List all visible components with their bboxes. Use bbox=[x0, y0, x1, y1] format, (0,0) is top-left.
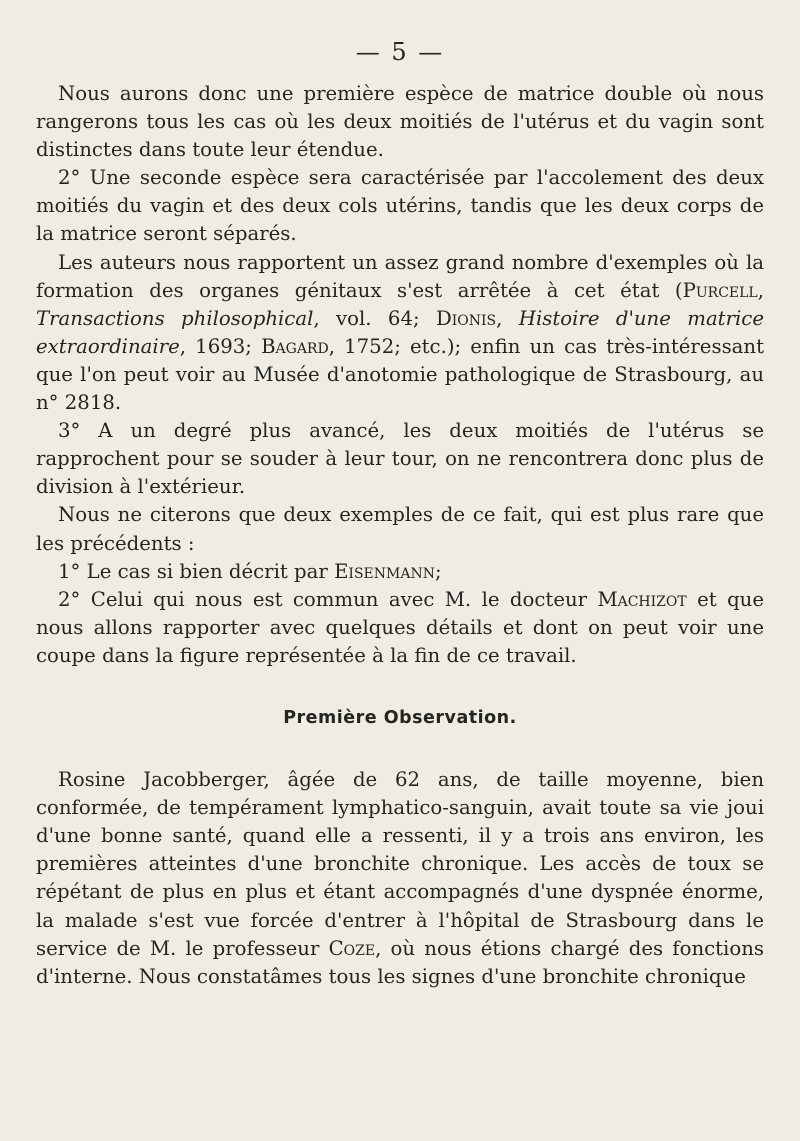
paragraph: Rosine Jacobberger, âgée de 62 ans, de taille moyenne, bien conformée, de tempérament lymphatico-sanguin, avait toute sa vie joui d'une bonne santé, quand elle a ressenti, il y a trois ans environ, les premières atteintes d'une bronchite chronique. Les accès de toux se répétant de plus en plus et étant accompagnés d'une dyspnée énorme, la malade s'est vue forcée d'entrer à l'hôpital de Strasbourg dans le service de M. le professeur Coze, où nous étions chargé des fonctions d'interne. Nous constatâmes tous les signes d'une bronchite chronique bbox=[36, 768, 764, 988]
author-machizot: Machizot bbox=[597, 587, 687, 611]
paragraph: Nous ne citerons que deux exemples de ce fait, qui est plus rare que les précédents : bbox=[36, 503, 764, 555]
page-number: — 5 — bbox=[355, 38, 445, 66]
author-purcell: Purcell bbox=[682, 278, 758, 302]
paragraph: 3° A un degré plus avancé, les deux moitiés de l'utérus se rapprochent pour se souder à leur tour, on ne rencontrera donc plus de division à l'extérieur. bbox=[36, 419, 764, 499]
paragraph-references: Les auteurs nous rapportent un assez grand nombre d'exemples où la formation des organes génitaux s'est arrêtée à cet état (Purcell, Transactions philosophical, vol. 64; Dionis, Histoire d'une matrice extraordinaire, 1693; Bagard, 1752; etc.); enfin un cas très-intéressant que l'on peut voir au Musée d'anotomie pathologique de Strasbourg, au n° 2818. bbox=[36, 250, 764, 415]
work-title: Histoire d'une matrice extraordinaire bbox=[36, 306, 764, 358]
body-text bbox=[36, 80, 764, 991]
author-dionis: Dionis bbox=[435, 306, 497, 330]
list-item: 1° Le cas si bien décrit par Eisenmann; bbox=[58, 559, 442, 583]
work-title: Transactions philosophical bbox=[36, 306, 314, 330]
section-heading: Première Observation. bbox=[283, 707, 517, 728]
author-coze: Coze bbox=[328, 936, 376, 960]
list-item: 2° Celui qui nous est commun avec M. le docteur Machizot et que nous allons rapporter avec quelques détails et dont on peut voir une coupe dans la figure représentée à la fin de ce travail. bbox=[36, 587, 764, 667]
paragraph: Nous aurons donc une première espèce de matrice double où nous rangerons tous les cas où les deux moitiés de l'utérus et du vagin sont distinctes dans toute leur étendue. bbox=[36, 82, 764, 162]
paragraph: 2° Une seconde espèce sera caractérisée par l'accolement des deux moitiés du vagin et des deux cols utérins, tandis que les deux corps de la matrice seront séparés. bbox=[36, 166, 764, 246]
author-bagard: Bagard bbox=[261, 334, 329, 358]
author-eisenmann: Eisenmann bbox=[334, 559, 435, 583]
